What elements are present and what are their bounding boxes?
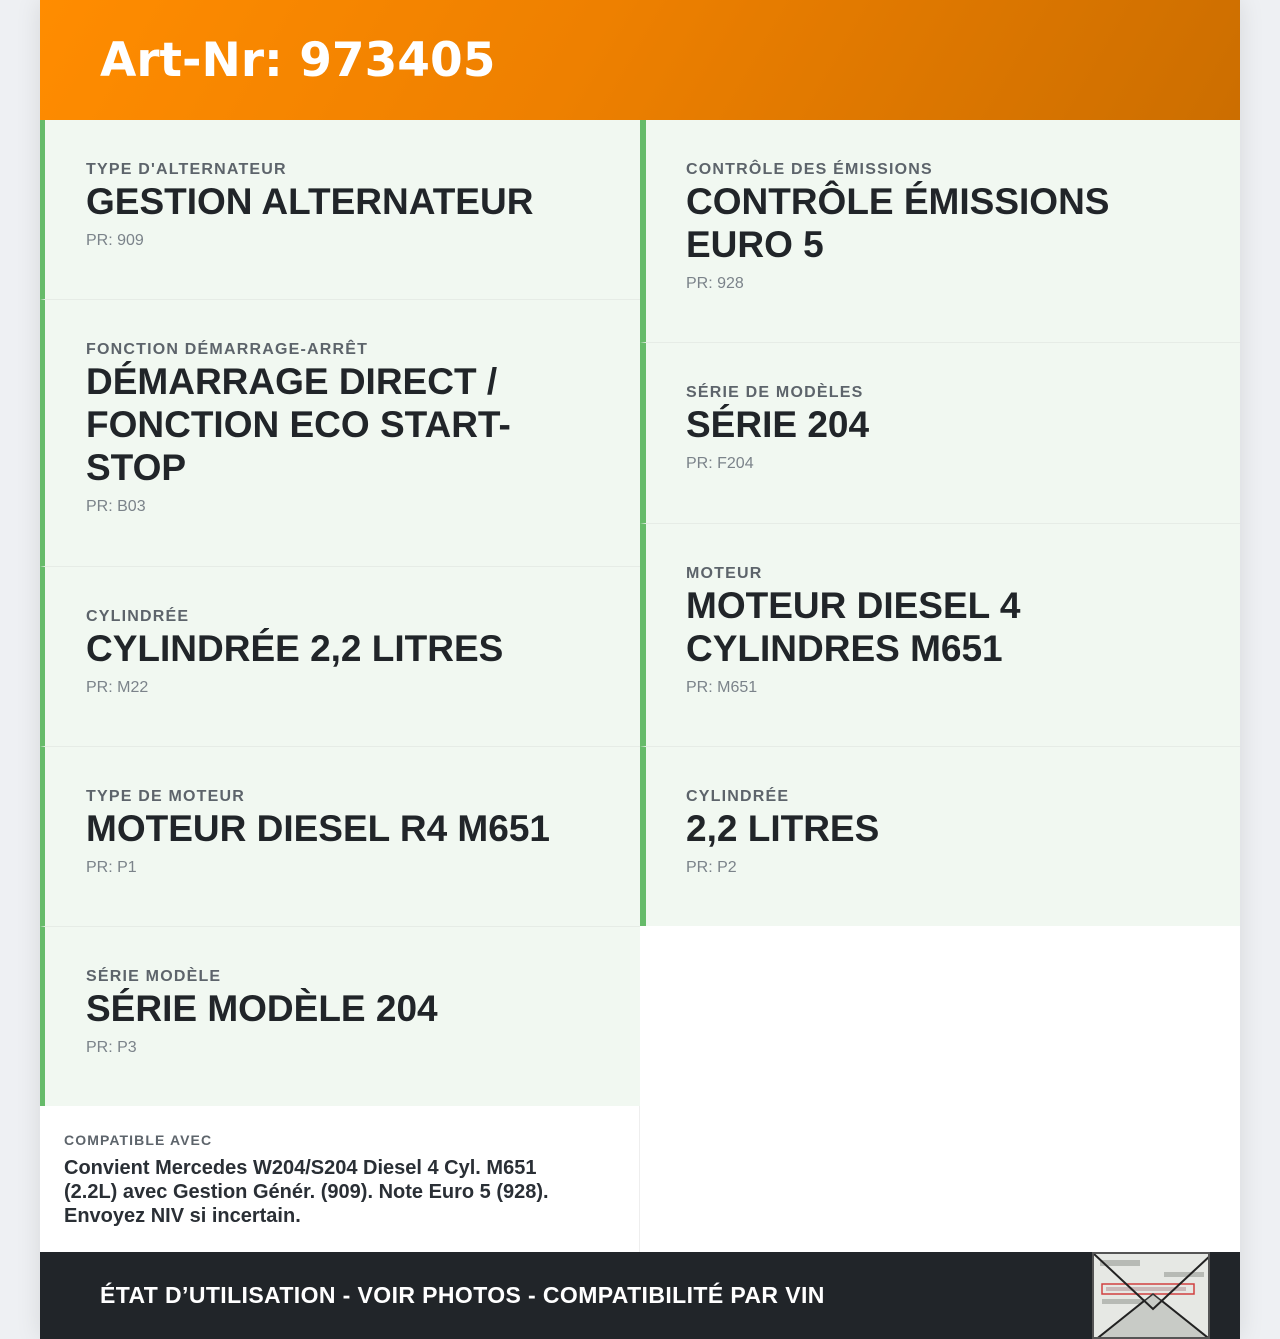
spec-cell bbox=[40, 120, 640, 300]
label-photo-graphic bbox=[1094, 1254, 1210, 1339]
article-number-title: Art-Nr: 973405 bbox=[100, 32, 496, 88]
compatibility-text: Convient Mercedes W204/S204 Diesel 4 Cyl. M651 (2.2L) avec Gestion Génér. (909). Note Euro 5 (928). Envoyez NIV si incertain. bbox=[64, 1157, 549, 1227]
spec-pr-code: PR: P2 bbox=[686, 859, 737, 876]
spec-label: CONTRÔLE DES ÉMISSIONS bbox=[686, 161, 933, 178]
spec-value: DÉMARRAGE DIRECT / FONCTION ECO START-STOP bbox=[86, 361, 511, 488]
spec-value: MOTEUR DIESEL 4 CYLINDRES M651 bbox=[686, 585, 1021, 669]
header-bar bbox=[40, 0, 1240, 120]
spec-label: TYPE DE MOTEUR bbox=[86, 788, 246, 805]
spec-label: SÉRIE MODÈLE bbox=[86, 968, 222, 985]
spec-cell bbox=[40, 300, 640, 567]
spec-label: CYLINDRÉE bbox=[86, 608, 190, 625]
spec-value: CONTRÔLE ÉMISSIONS EURO 5 bbox=[686, 181, 1110, 265]
spec-label: TYPE D'ALTERNATEUR bbox=[86, 161, 287, 178]
specs-grid bbox=[40, 120, 1240, 1252]
spec-label: MOTEUR bbox=[686, 565, 763, 582]
product-card bbox=[40, 0, 1240, 1339]
spec-cell bbox=[640, 747, 1240, 926]
spec-cell bbox=[640, 120, 1240, 343]
spec-pr-code: PR: M651 bbox=[686, 679, 758, 696]
specs-right-column bbox=[640, 120, 1240, 926]
spec-pr-code: PR: B03 bbox=[86, 498, 146, 515]
spec-value: MOTEUR DIESEL R4 M651 bbox=[86, 808, 550, 849]
compatibility-box bbox=[40, 1106, 640, 1252]
spec-pr-code: PR: P3 bbox=[86, 1039, 137, 1056]
spec-pr-code: PR: 909 bbox=[86, 232, 144, 249]
spec-value: CYLINDRÉE 2,2 LITRES bbox=[86, 628, 504, 669]
compatibility-label: COMPATIBLE AVEC bbox=[64, 1132, 213, 1148]
spec-value: SÉRIE 204 bbox=[686, 404, 870, 445]
spec-pr-code: PR: 928 bbox=[686, 275, 744, 292]
spec-label: SÉRIE DE MODÈLES bbox=[686, 384, 864, 401]
specs-left-column bbox=[40, 120, 640, 1106]
spec-value: GESTION ALTERNATEUR bbox=[86, 181, 534, 222]
spec-cell bbox=[640, 343, 1240, 524]
label-photo-icon[interactable] bbox=[1092, 1252, 1210, 1339]
spec-label: CYLINDRÉE bbox=[686, 788, 790, 805]
spec-pr-code: PR: P1 bbox=[86, 859, 137, 876]
spec-cell bbox=[40, 927, 640, 1106]
spec-cell bbox=[40, 567, 640, 747]
spec-cell bbox=[640, 524, 1240, 747]
spec-label: FONCTION DÉMARRAGE-ARRÊT bbox=[86, 341, 369, 358]
spec-pr-code: PR: M22 bbox=[86, 679, 149, 696]
spec-value: 2,2 LITRES bbox=[686, 808, 880, 849]
footer-text: ÉTAT D’UTILISATION - VOIR PHOTOS - COMPATIBILITÉ PAR VIN bbox=[100, 1282, 825, 1308]
spec-cell bbox=[40, 747, 640, 927]
spec-value: SÉRIE MODÈLE 204 bbox=[86, 988, 438, 1029]
footer-bar bbox=[40, 1252, 1240, 1339]
spec-pr-code: PR: F204 bbox=[686, 455, 754, 472]
